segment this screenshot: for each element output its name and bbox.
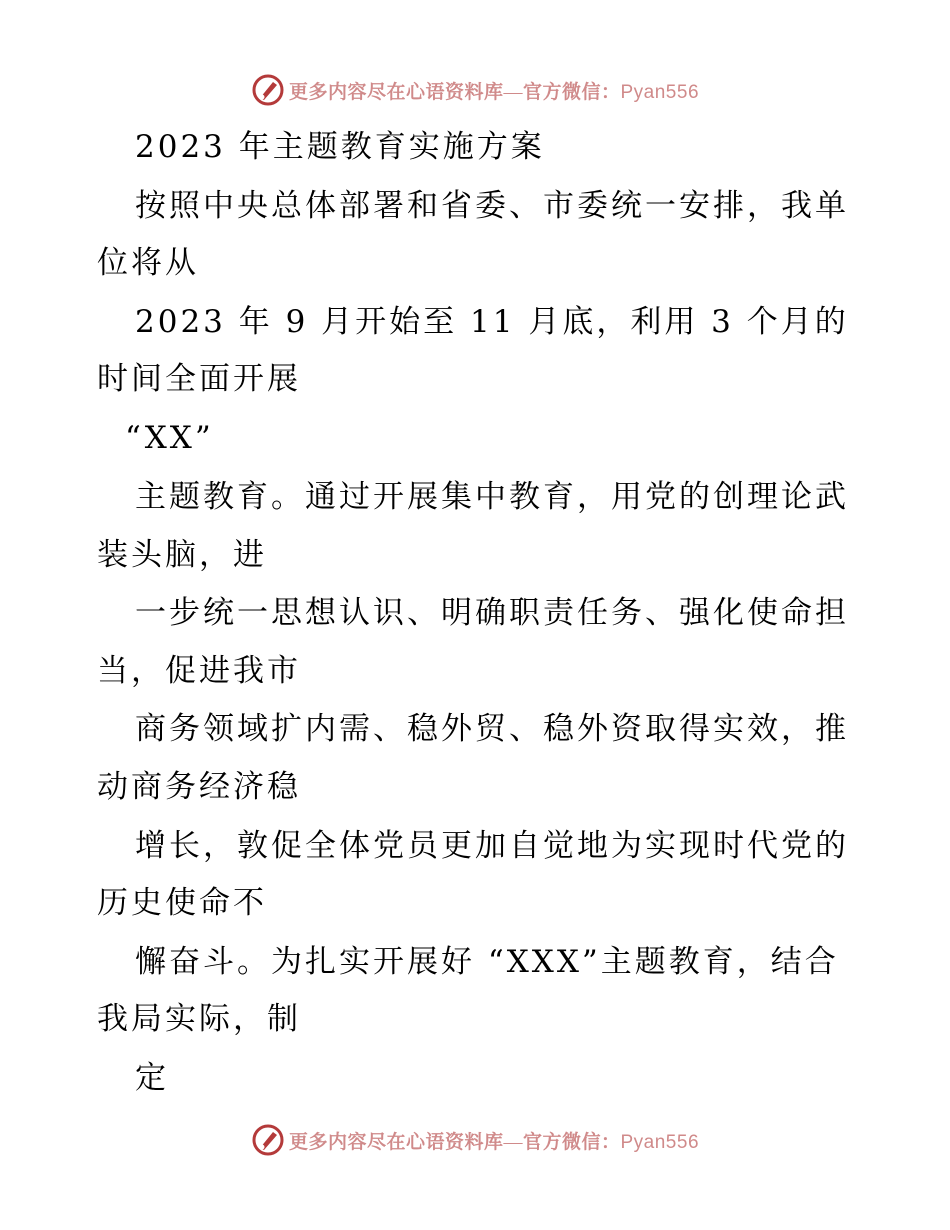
paragraph-line: 当，促进我市 — [97, 653, 301, 689]
paragraph-line: 装头脑，进 — [97, 537, 267, 573]
paragraph-line: 动商务经济稳 — [97, 769, 301, 805]
document-title: 2023 年主题教育实施方案 — [135, 129, 545, 165]
paragraph-line: 历史使命不 — [97, 885, 267, 921]
paragraph-line: 时间全面开展 — [97, 361, 301, 397]
header-watermark — [0, 70, 950, 110]
watermark-text: 更多内容尽在心语资料库—官方微信：Pyan556 — [288, 1131, 700, 1153]
paragraph-line: 商务领域扩内需、稳外贸、稳外资取得实效，推 — [135, 711, 849, 747]
footer-watermark — [0, 1120, 950, 1160]
watermark-text: 更多内容尽在心语资料库—官方微信：Pyan556 — [288, 81, 700, 103]
paragraph-line: 主题教育。通过开展集中教育，用党的创理论武 — [135, 479, 849, 515]
paragraph-line: 位将从 — [97, 245, 199, 281]
paragraph-line: “XX” — [125, 420, 214, 456]
paragraph-line: 我局实际，制 — [97, 1001, 301, 1037]
paragraph-line: 2023 年 9 月开始至 11 月底，利用 3 个月的 — [135, 304, 849, 340]
paragraph-line: 懈奋斗。为扎实开展好 “XXX”主题教育，结合 — [135, 944, 839, 980]
paragraph-line: 增长，敦促全体党员更加自觉地为实现时代党的 — [135, 828, 849, 864]
paragraph-line: 按照中央总体部署和省委、市委统一安排，我单 — [135, 188, 849, 224]
paragraph-line: 一步统一思想认识、明确职责任务、强化使命担 — [135, 595, 849, 631]
pen-logo-icon — [251, 73, 285, 107]
pen-logo-icon — [251, 1123, 285, 1157]
paragraph-line: 定 — [135, 1060, 169, 1096]
